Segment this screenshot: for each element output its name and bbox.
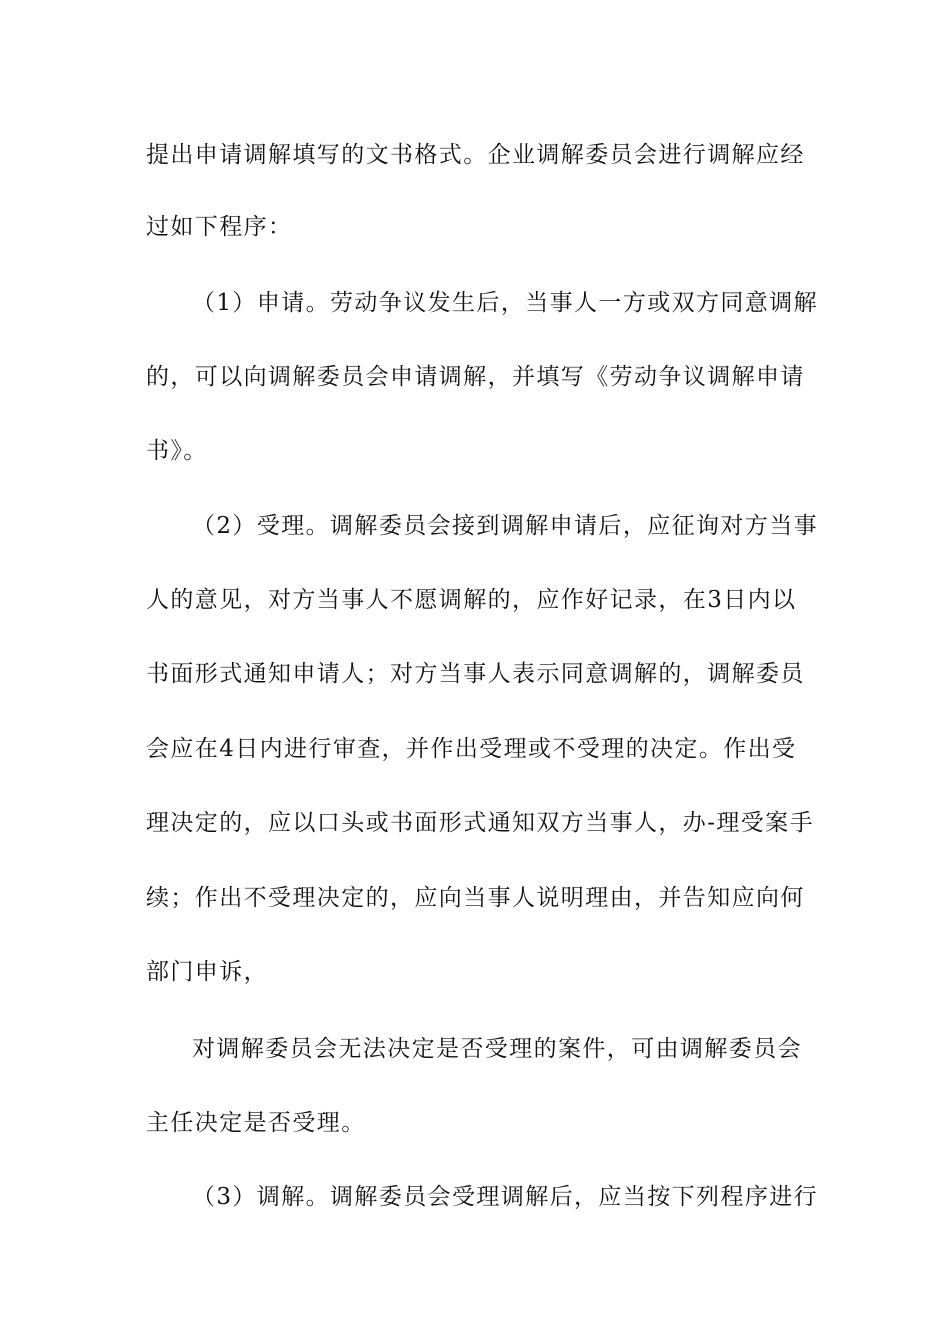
text-line: 书》。	[146, 438, 208, 464]
paragraph-start-line: （1）申请。劳动争议发生后，当事人一方或双方同意调解	[192, 290, 819, 316]
text-line: 提出申请调解填写的文书格式。企业调解委员会进行调解应经	[146, 142, 805, 168]
text-line: 部门申诉，	[146, 959, 268, 985]
text-line: 过如下程序：	[146, 214, 293, 240]
text-line: 的，可以向调解委员会申请调解，并填写《劳动争议调解申请	[146, 364, 805, 390]
text-line: 续；作出不受理决定的，应向当事人说明理由，并告知应向何	[146, 885, 805, 911]
text-line: 主任决定是否受理。	[146, 1110, 366, 1136]
text-line: 理决定的，应以口头或书面形式通知双方当事人，办-理受案手	[146, 810, 814, 836]
paragraph-start-line: （3）调解。调解委员会受理调解后，应当按下列程序进行	[192, 1184, 819, 1210]
text-line: 书面形式通知申请人；对方当事人表示同意调解的，调解委员	[146, 661, 805, 687]
text-line: 会应在4日内进行审查，并作出受理或不受理的决定。作出受	[146, 736, 797, 762]
text-line: 人的意见，对方当事人不愿调解的，应作好记录，在3日内以	[146, 587, 797, 613]
paragraph-start-line: 对调解委员会无法决定是否受理的案件，可由调解委员会	[192, 1036, 802, 1062]
paragraph-start-line: （2）受理。调解委员会接到调解申请后，应征询对方当事	[192, 513, 819, 539]
